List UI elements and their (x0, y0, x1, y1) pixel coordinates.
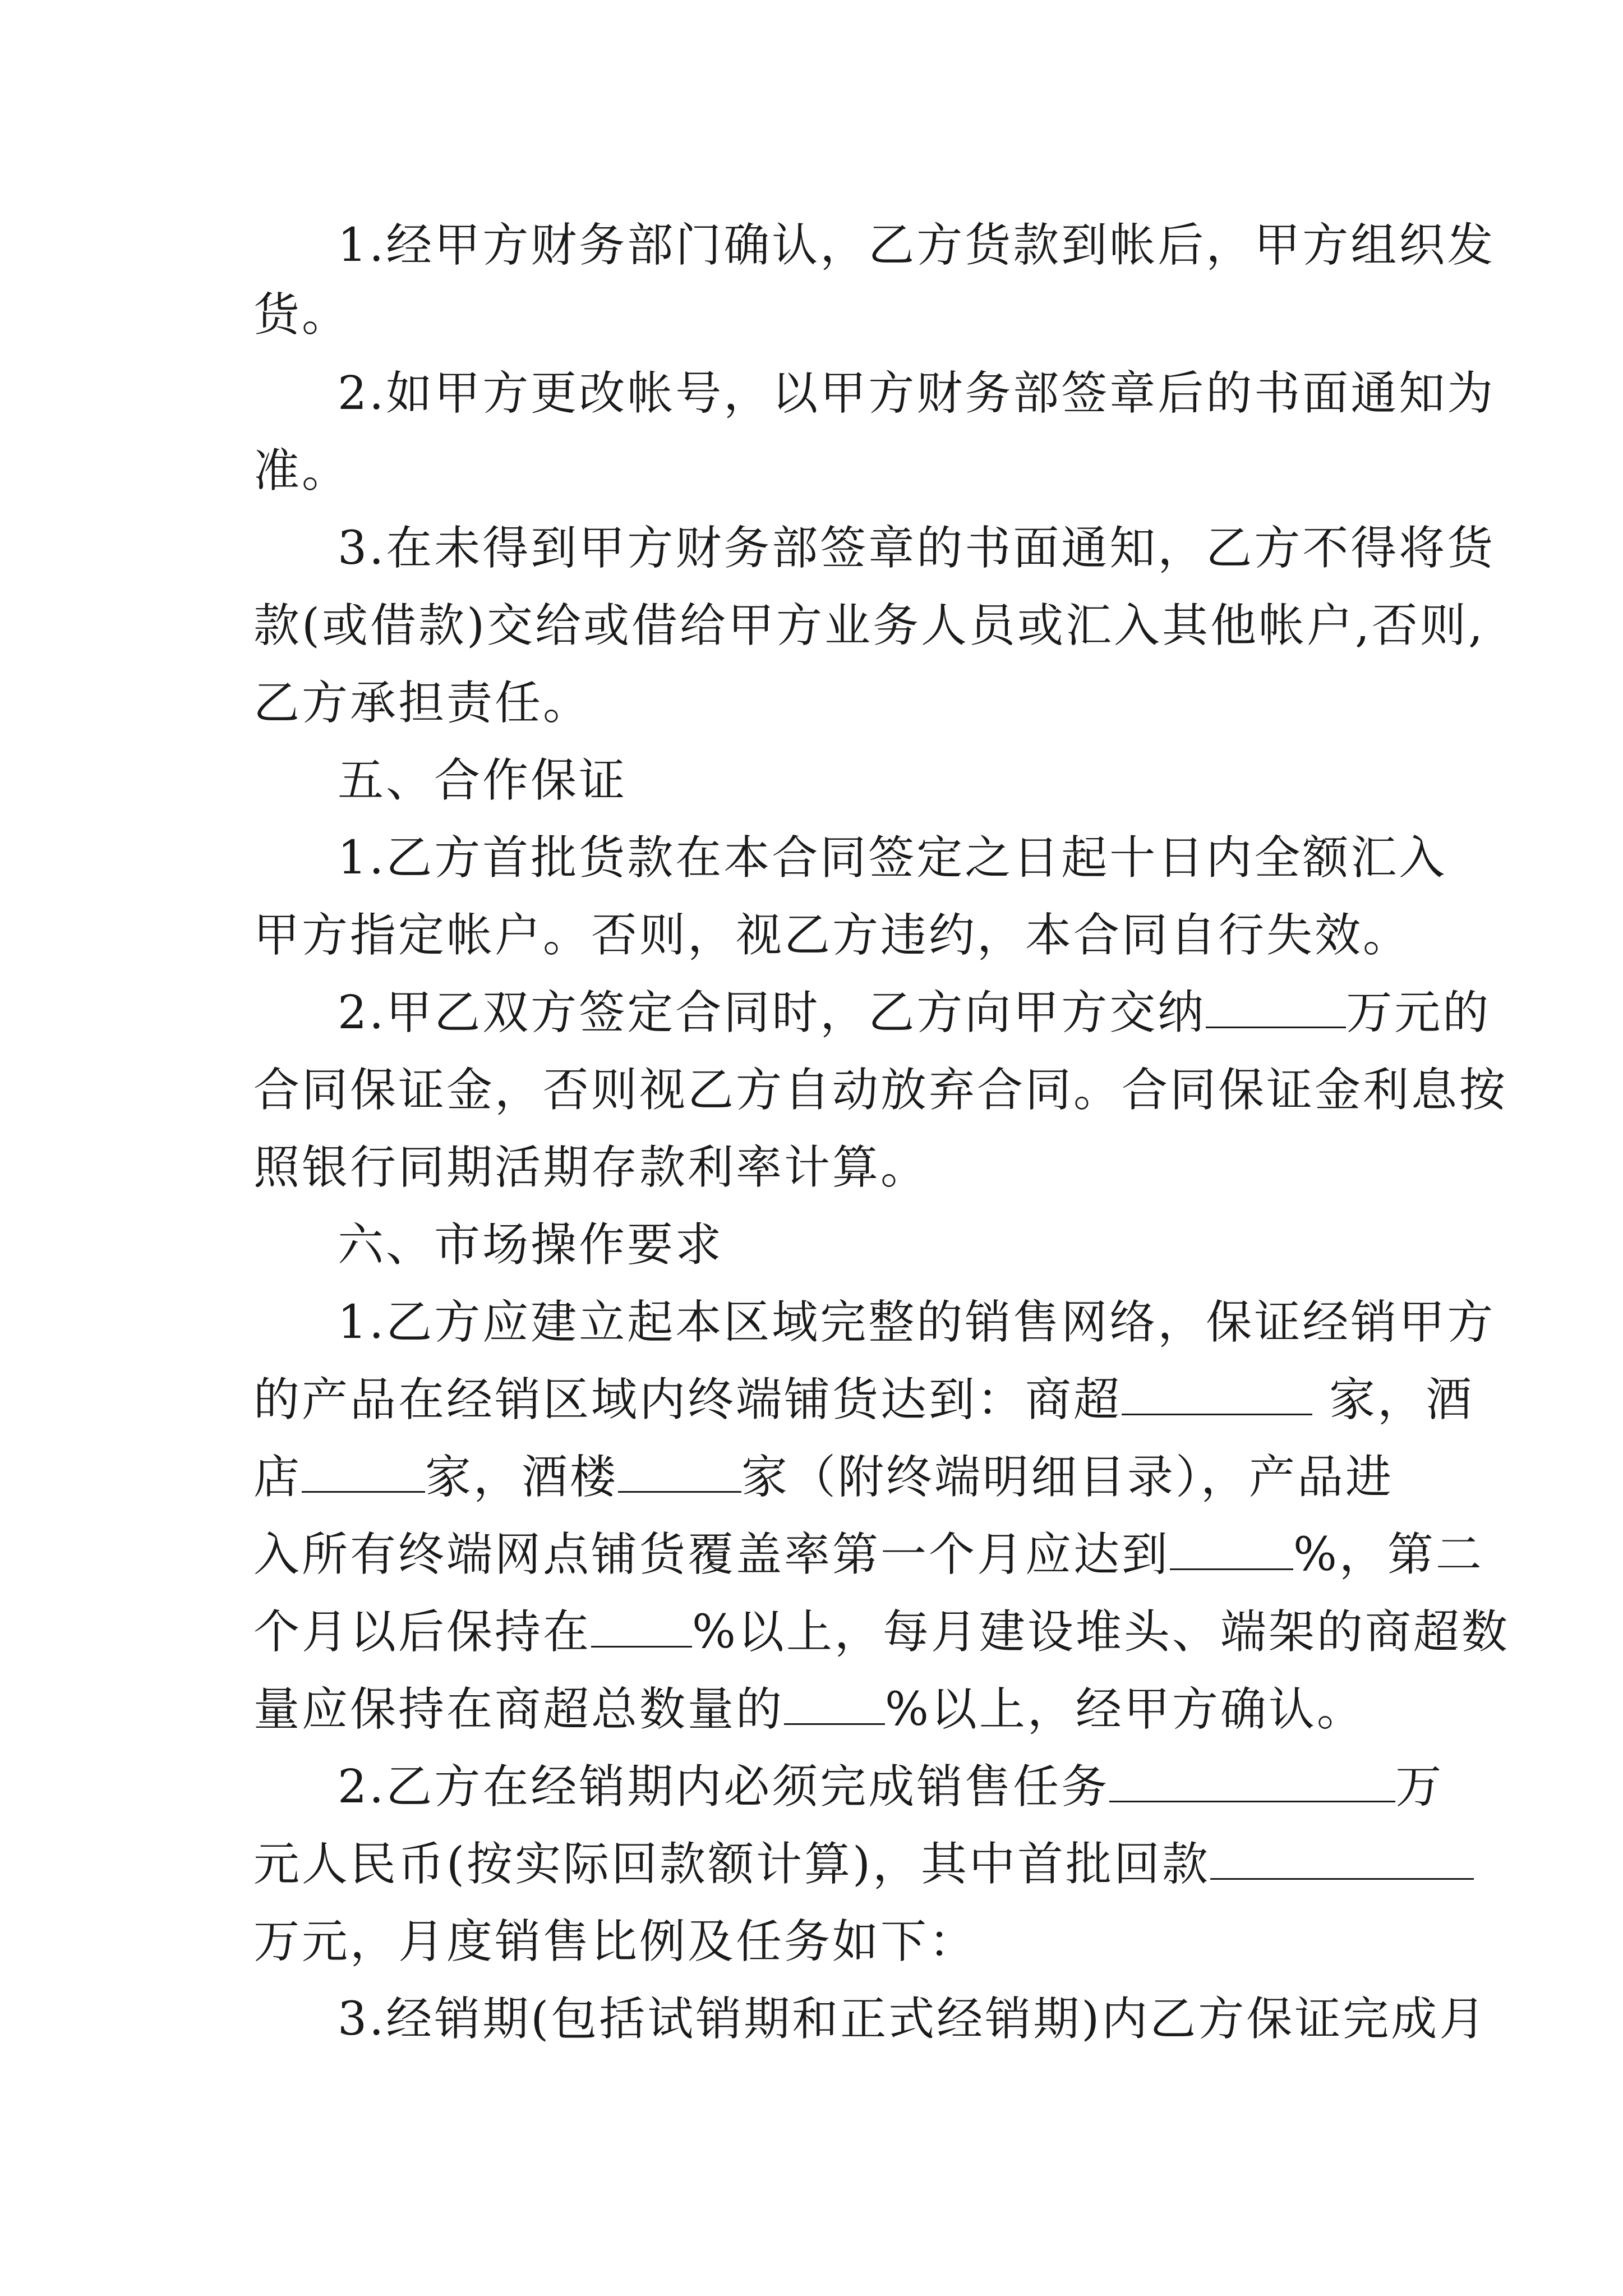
paragraph-line (253, 287, 1370, 343)
text-span: %以上，每月建设堆头、端架的商超数 (692, 1605, 1510, 1659)
text-span: 1.经甲方财务部门确认，乙方货款到帐后，甲方组织发 (338, 219, 1496, 272)
text-span: 店 (253, 1451, 302, 1504)
paragraph-line (253, 1372, 1474, 1428)
text-span: 五、合作保证 (338, 754, 628, 807)
paragraph-line (253, 1062, 1508, 1119)
text-span: 1.乙方首批货款在本合同签定之日起十日内全额汇入 (338, 831, 1447, 885)
text-span: %，第二 (1293, 1528, 1484, 1581)
paragraph-line (338, 521, 1496, 577)
fill-in-blank[interactable] (1170, 1531, 1293, 1570)
text-span: 3.经销期(包括试销期和正式经销期)内乙方保证完成月 (338, 1993, 1488, 2046)
paragraph-line (338, 218, 1496, 274)
text-span: 2.乙方在经销期内必须完成销售任务 (338, 1760, 1110, 1814)
text-span: 2.如甲方更改帐号，以甲方财务部签章后的书面通知为 (338, 367, 1496, 420)
text-span: 2.甲乙双方签定合同时，乙方向甲方交纳 (338, 986, 1206, 1039)
text-span: 甲方指定帐户。否则，视乙方违约，本合同自行失效。 (253, 909, 1412, 962)
text-span: 元人民币(按实际回款额计算)，其中首批回款 (253, 1838, 1210, 1891)
text-span: 的产品在经销区域内终端铺货达到：商超 (253, 1373, 1122, 1427)
paragraph-line (253, 598, 1486, 654)
paragraph-line (253, 1527, 1484, 1583)
text-span: 货。 (253, 288, 351, 342)
paragraph-line (338, 985, 1491, 1041)
paragraph-line (338, 830, 1447, 886)
fill-in-blank[interactable] (784, 1686, 885, 1725)
text-span: 照银行同期活期存款利率计算。 (253, 1141, 929, 1194)
text-span: 量应保持在商超总数量的 (253, 1683, 785, 1736)
fill-in-blank[interactable] (618, 1454, 741, 1493)
text-span: 入所有终端网点铺货覆盖率第一个月应达到 (253, 1528, 1170, 1581)
text-span: 家，酒 (1329, 1373, 1474, 1427)
text-span: %以上，经甲方确认。 (885, 1683, 1365, 1736)
paragraph-line (253, 675, 1370, 731)
text-span: 家（附终端明细目录），产品进 (741, 1451, 1394, 1504)
text-span: 万 (1395, 1760, 1444, 1814)
text-span: 准。 (253, 444, 351, 498)
fill-in-blank[interactable] (1109, 1764, 1395, 1802)
text-span: 个月以后保持在 (253, 1605, 592, 1659)
fill-in-blank[interactable] (1206, 990, 1346, 1028)
section-heading (338, 753, 1370, 809)
text-span: 3.在未得到甲方财务部签章的书面通知，乙方不得将货 (338, 522, 1496, 575)
paragraph-line (338, 1759, 1444, 1815)
paragraph-line (253, 1914, 1370, 1970)
paragraph-line (338, 1295, 1496, 1351)
paragraph-line (253, 1837, 1370, 1893)
paragraph-line (338, 1991, 1488, 2047)
paragraph-line (253, 1604, 1510, 1660)
paragraph-line (253, 1450, 1394, 1506)
text-span: 万元的 (1346, 986, 1491, 1039)
fill-in-blank[interactable] (1122, 1377, 1312, 1415)
text-span: 款(或借款)交给或借给甲方业务人员或汇入其他帐户,否则, (253, 599, 1486, 652)
paragraph-line (253, 443, 1370, 499)
text-span: 家，酒楼 (425, 1451, 619, 1504)
text-span: 乙方承担责任。 (253, 677, 592, 730)
fill-in-blank[interactable] (1210, 1841, 1474, 1880)
paragraph-line (338, 366, 1496, 422)
text-span: 1.乙方应建立起本区域完整的销售网络，保证经销甲方 (338, 1296, 1496, 1349)
paragraph-line (253, 908, 1412, 964)
text-span: 万元，月度销售比例及任务如下： (253, 1915, 978, 1968)
section-heading (338, 1217, 1370, 1273)
text-span: 六、市场操作要求 (338, 1218, 724, 1272)
paragraph-line (253, 1140, 1370, 1196)
paragraph-line (253, 1682, 1370, 1738)
fill-in-blank[interactable] (302, 1454, 425, 1493)
text-span: 合同保证金，否则视乙方自动放弃合同。合同保证金利息按 (253, 1064, 1508, 1117)
fill-in-blank[interactable] (591, 1609, 692, 1648)
